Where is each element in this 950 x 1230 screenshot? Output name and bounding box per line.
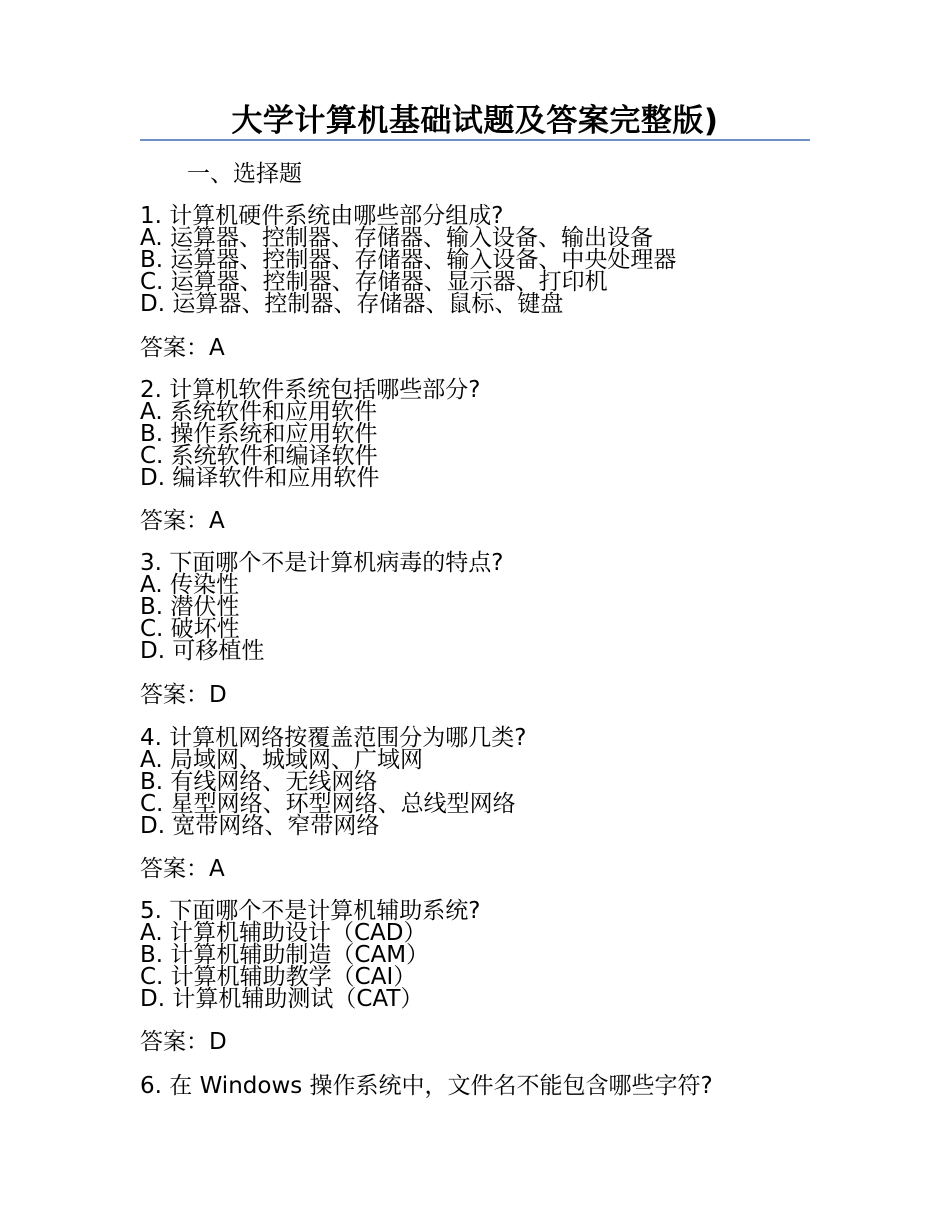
question-text: 4. 计算机网络按覆盖范围分为哪几类?: [140, 725, 527, 751]
option-d: D. 计算机辅助测试（CAT）: [140, 986, 424, 1012]
question-block-3: [140, 552, 860, 662]
option-a: A. 系统软件和应用软件: [140, 399, 377, 425]
question-block-2: [140, 379, 860, 489]
option-a: A. 局域网、城域网、广域网: [140, 747, 423, 773]
option-c: C. 星型网络、环型网络、总线型网络: [140, 791, 516, 817]
question-block-1: [140, 205, 860, 315]
answer-1: 答案：A: [140, 335, 225, 361]
question-text: 2. 计算机软件系统包括哪些部分?: [140, 377, 481, 403]
option-c: C. 计算机辅助教学（CAI）: [140, 964, 417, 990]
option-b: B. 有线网络、无线网络: [140, 769, 378, 795]
question-text: 1. 计算机硬件系统由哪些部分组成?: [140, 203, 504, 229]
option-c: C. 破坏性: [140, 616, 240, 642]
option-a: A. 计算机辅助设计（CAD）: [140, 920, 427, 946]
question-text: 5. 下面哪个不是计算机辅助系统?: [140, 898, 481, 924]
question-6-text: 6. 在 Windows 操作系统中，文件名不能包含哪些字符?: [140, 1073, 713, 1099]
option-a: A. 传染性: [140, 572, 239, 598]
question-block-4: [140, 727, 860, 837]
answer-3: 答案：D: [140, 682, 227, 708]
answer-2: 答案：A: [140, 508, 225, 534]
option-b: B. 计算机辅助制造（CAM）: [140, 942, 430, 968]
answer-5: 答案：D: [140, 1029, 227, 1055]
option-d: D. 宽带网络、窄带网络: [140, 813, 380, 839]
option-d: D. 编译软件和应用软件: [140, 465, 380, 491]
option-c: C. 运算器、控制器、存储器、显示器、打印机: [140, 269, 608, 295]
option-d: D. 运算器、控制器、存储器、鼠标、键盘: [140, 291, 564, 317]
answer-4: 答案：A: [140, 856, 225, 882]
question-text: 3. 下面哪个不是计算机病毒的特点?: [140, 550, 504, 576]
title-underline: [140, 139, 810, 141]
option-b: B. 操作系统和应用软件: [140, 421, 378, 447]
document-title: 大学计算机基础试题及答案完整版): [231, 103, 719, 139]
option-b: B. 潜伏性: [140, 594, 240, 620]
option-a: A. 运算器、控制器、存储器、输入设备、输出设备: [140, 225, 653, 251]
question-block-5: [140, 900, 860, 1010]
option-b: B. 运算器、控制器、存储器、输入设备、中央处理器: [140, 247, 677, 273]
option-c: C. 系统软件和编译软件: [140, 443, 378, 469]
section-heading: 一、选择题: [187, 161, 302, 187]
option-d: D. 可移植性: [140, 638, 265, 664]
